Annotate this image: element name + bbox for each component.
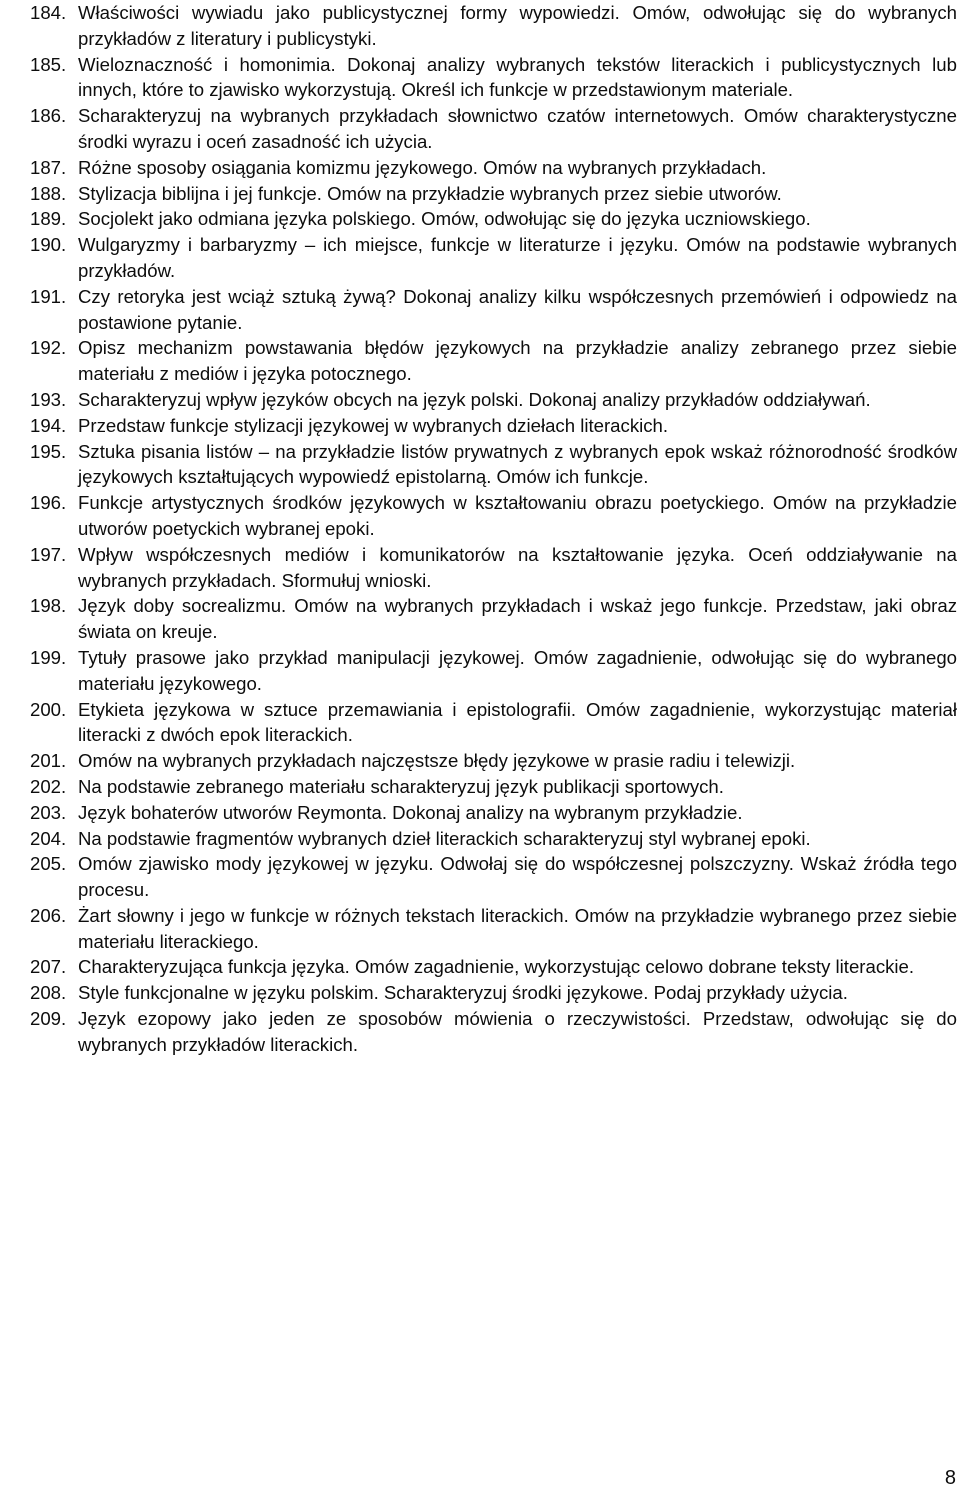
list-item: [30, 851, 957, 903]
item-text: Omów na wybranych przykładach najczęstsze błędy językowe w prasie radiu i telewizji.: [78, 750, 796, 772]
list-item: [30, 542, 957, 594]
item-text: Opisz mechanizm powstawania błędów językowych na przykładzie analizy zebranego przez siebie materiału z mediów i języka potocznego.: [78, 337, 957, 385]
item-number: 196.: [30, 492, 67, 514]
item-number: 197.: [30, 543, 67, 565]
item-number: 200.: [30, 698, 67, 720]
list-item: [30, 980, 957, 1006]
item-text: Na podstawie zebranego materiału scharakteryzuj język publikacji sportowych.: [78, 775, 724, 797]
item-number: 209.: [30, 1008, 67, 1030]
item-number: 201.: [30, 750, 67, 772]
topic-list: [30, 0, 957, 1058]
item-text: Żart słowny i jego w funkcje w różnych tekstach literackich. Omów na przykładzie wybranego przez siebie materiału literackiego.: [78, 904, 957, 952]
list-item: [30, 748, 957, 774]
item-text: Socjolekt jako odmiana języka polskiego. Omów, odwołując się do języka uczniowskiego.: [78, 208, 811, 230]
item-number: 194.: [30, 414, 67, 436]
item-text: Język bohaterów utworów Reymonta. Dokonaj analizy na wybranym przykładzie.: [78, 801, 743, 823]
list-item: [30, 413, 957, 439]
list-item: [30, 774, 957, 800]
item-text: Wpływ współczesnych mediów i komunikatorów na kształtowanie języka. Oceń oddziaływanie na wybranych przykładach. Sformułuj wnioski.: [78, 543, 957, 591]
item-text: Różne sposoby osiągania komizmu językowego. Omów na wybranych przykładach.: [78, 156, 767, 178]
list-item: [30, 645, 957, 697]
item-text: Język doby socrealizmu. Omów na wybranych przykładach i wskaż jego funkcje. Przedstaw, jaki obraz świata on kreuje.: [78, 595, 957, 643]
item-text: Funkcje artystycznych środków językowych w kształtowaniu obrazu poetyckiego. Omów na przykładzie utworów poetyckich wybranej epoki.: [78, 492, 957, 539]
item-number: 186.: [30, 105, 67, 127]
list-item: [30, 826, 957, 852]
item-number: 192.: [30, 337, 67, 359]
item-number: 203.: [30, 801, 67, 823]
item-text: Tytuły prasowe jako przykład manipulacji językowej. Omów zagadnienie, odwołując się do wybranego materiału językowego.: [78, 646, 957, 694]
list-item: [30, 206, 957, 232]
item-text: Przedstaw funkcje stylizacji językowej w wybranych dziełach literackich.: [78, 414, 669, 436]
list-item: [30, 52, 957, 104]
page-number: 8: [944, 1467, 956, 1489]
list-item: [30, 335, 957, 387]
item-number: 205.: [30, 853, 67, 875]
item-number: 189.: [30, 208, 67, 230]
list-item: [30, 181, 957, 207]
item-number: 190.: [30, 234, 67, 256]
list-item: [30, 593, 957, 645]
list-item: [30, 103, 957, 155]
list-item: [30, 800, 957, 826]
item-text: Wulgaryzmy i barbaryzmy – ich miejsce, funkcje w literaturze i języku. Omów na podstawie wybranych przykładów.: [78, 234, 957, 281]
item-number: 198.: [30, 595, 67, 617]
item-number: 195.: [30, 440, 67, 462]
item-number: 191.: [30, 285, 67, 307]
list-item: [30, 439, 957, 491]
item-text: Stylizacja biblijna i jej funkcje. Omów na przykładzie wybranych przez siebie utworów.: [78, 182, 782, 204]
item-text: Wieloznaczność i homonimia. Dokonaj analizy wybranych tekstów literackich i publicystycznych lub innych, które to zjawisko wykorzystują. Określ ich funkcje w przedstawionym materiale.: [78, 53, 957, 101]
item-number: 185.: [30, 53, 67, 75]
item-text: Style funkcjonalne w języku polskim. Scharakteryzuj środki językowe. Podaj przykłady użycia.: [78, 982, 848, 1004]
list-item: [30, 0, 957, 52]
item-text: Charakteryzująca funkcja języka. Omów zagadnienie, wykorzystując celowo dobrane teksty literackie.: [78, 956, 915, 978]
item-text: Na podstawie fragmentów wybranych dzieł literackich scharakteryzuj styl wybranej epoki.: [78, 827, 811, 849]
list-item: [30, 155, 957, 181]
item-number: 206.: [30, 904, 67, 926]
item-number: 208.: [30, 982, 67, 1004]
list-item: [30, 1006, 957, 1058]
item-text: Właściwości wywiadu jako publicystycznej formy wypowiedzi. Omów, odwołując się do wybranych przykładów z literatury i publicystyki.: [78, 2, 957, 49]
list-item: [30, 387, 957, 413]
item-number: 202.: [30, 775, 67, 797]
list-item: [30, 697, 957, 749]
list-item: [30, 903, 957, 955]
item-number: 187.: [30, 156, 67, 178]
item-number: 184.: [30, 2, 67, 23]
list-item: [30, 490, 957, 542]
item-text: Etykieta językowa w sztuce przemawiania i epistolografii. Omów zagadnienie, wykorzystując materiał literacki z dwóch epok literackich.: [78, 698, 957, 746]
item-text: Język ezopowy jako jeden ze sposobów mówienia o rzeczywistości. Przedstaw, odwołując się do wybranych przykładów literackich.: [78, 1008, 957, 1055]
item-text: Omów zjawisko mody językowej w języku. Odwołaj się do współczesnej polszczyzny. Wskaż źródła tego procesu.: [78, 853, 957, 901]
item-number: 204.: [30, 827, 67, 849]
item-number: 193.: [30, 388, 67, 410]
item-number: 199.: [30, 646, 67, 668]
item-text: Scharakteryzuj wpływ języków obcych na język polski. Dokonaj analizy przykładów oddziaływań.: [78, 388, 871, 410]
list-item: [30, 232, 957, 284]
list-item: [30, 284, 957, 336]
item-text: Czy retoryka jest wciąż sztuką żywą? Dokonaj analizy kilku współczesnych przemówień i odpowiedz na postawione pytanie.: [78, 285, 957, 333]
item-number: 207.: [30, 956, 67, 978]
item-number: 188.: [30, 182, 67, 204]
item-text: Sztuka pisania listów – na przykładzie listów prywatnych z wybranych epok wskaż różnorodność środków językowych kształtujących wypowiedź epistolarną. Omów ich funkcje.: [78, 440, 957, 488]
list-item: [30, 954, 957, 980]
item-text: Scharakteryzuj na wybranych przykładach słownictwo czatów internetowych. Omów charakterystyczne środki wyrazu i oceń zasadność ich użycia.: [78, 105, 957, 152]
